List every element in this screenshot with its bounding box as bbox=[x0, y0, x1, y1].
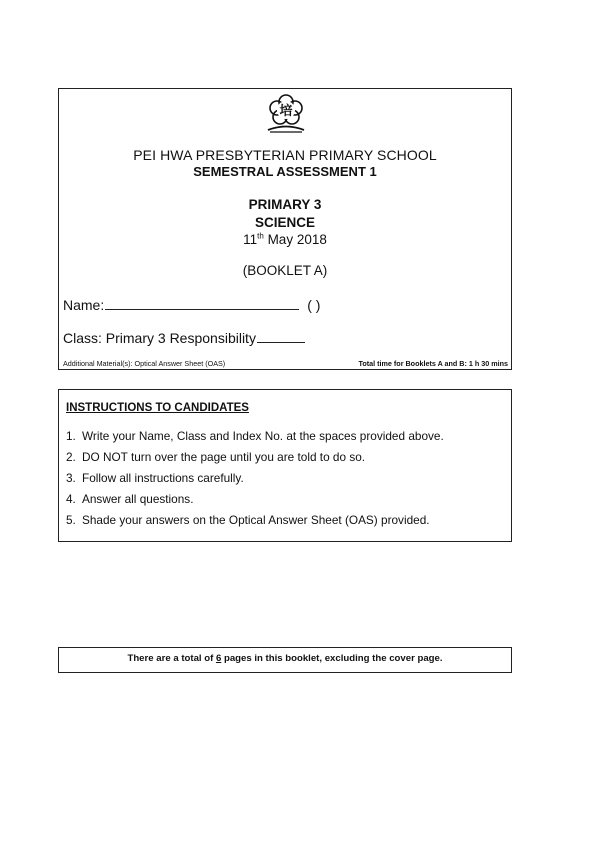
item-text: Write your Name, Class and Index No. at the spaces provided above. bbox=[82, 429, 444, 443]
booklet-label: (BOOKLET A) bbox=[242, 263, 328, 278]
item-text: Answer all questions. bbox=[82, 492, 194, 506]
level-label: PRIMARY 3 bbox=[248, 197, 322, 212]
name-label: Name: bbox=[63, 297, 105, 313]
item-number: 5. bbox=[66, 513, 76, 527]
cover-header-box bbox=[58, 88, 512, 370]
name-field[interactable] bbox=[105, 297, 299, 310]
list-item bbox=[66, 492, 444, 513]
instructions-list bbox=[66, 429, 444, 534]
list-item bbox=[66, 513, 444, 534]
subject-label: SCIENCE bbox=[254, 215, 315, 230]
date-suffix: th bbox=[257, 231, 264, 241]
total-time: Total time for Booklets A and B: 1 h 30 mins bbox=[358, 359, 508, 368]
school-name: PEI HWA PRESBYTERIAN PRIMARY SCHOOL bbox=[133, 147, 437, 163]
name-row bbox=[63, 297, 320, 313]
crest-glyph: 培 bbox=[279, 104, 293, 119]
exam-date bbox=[59, 232, 511, 247]
class-field[interactable] bbox=[257, 332, 305, 343]
item-text: DO NOT turn over the page until you are told to do so. bbox=[82, 450, 366, 464]
page-count-value: 6 bbox=[215, 653, 222, 664]
page-count-suffix: pages in this booklet, excluding the cover page. bbox=[221, 653, 443, 664]
assessment-title: SEMESTRAL ASSESSMENT 1 bbox=[193, 164, 377, 179]
additional-materials: Additional Material(s): Optical Answer Sheet (OAS) bbox=[63, 359, 226, 368]
instructions-box bbox=[58, 389, 512, 542]
index-number-field[interactable]: ( ) bbox=[307, 297, 321, 313]
list-item bbox=[66, 450, 444, 471]
item-number: 3. bbox=[66, 471, 76, 485]
item-number: 2. bbox=[66, 450, 76, 464]
item-number: 4. bbox=[66, 492, 76, 506]
page-count-box bbox=[58, 647, 512, 673]
list-item bbox=[66, 429, 444, 450]
class-row bbox=[63, 330, 305, 346]
instructions-title: INSTRUCTIONS TO CANDIDATES bbox=[66, 402, 249, 414]
item-number: 1. bbox=[66, 429, 76, 443]
school-crest-icon bbox=[264, 93, 308, 133]
page-count-prefix: There are a total of bbox=[127, 653, 216, 664]
list-item bbox=[66, 471, 444, 492]
date-day: 11 bbox=[243, 232, 258, 247]
page-count-note bbox=[59, 653, 511, 664]
item-text: Shade your answers on the Optical Answer Sheet (OAS) provided. bbox=[82, 513, 430, 527]
date-rest: May 2018 bbox=[263, 232, 327, 247]
item-text: Follow all instructions carefully. bbox=[82, 471, 244, 485]
class-label: Class: Primary 3 Responsibility bbox=[63, 330, 256, 346]
